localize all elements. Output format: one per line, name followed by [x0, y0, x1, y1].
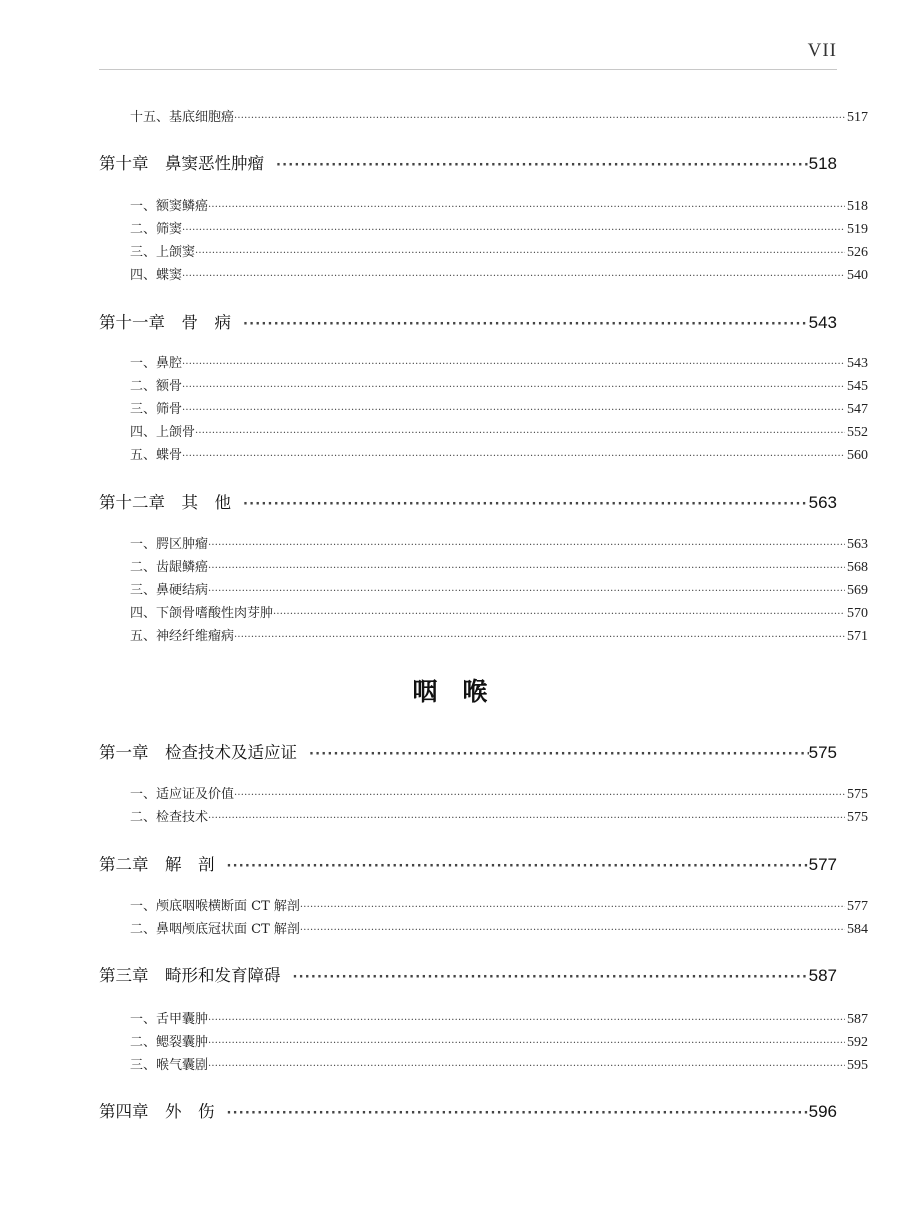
toc-section-entry [99, 375, 868, 395]
toc-section-entry [99, 895, 868, 915]
dot-leader [208, 1038, 845, 1049]
toc-entry-page: 595 [847, 1058, 868, 1073]
toc-section-entry [99, 352, 868, 372]
toc-entry-page: 568 [847, 560, 868, 575]
toc-entry-title: 第二章 解 剖 [99, 855, 215, 874]
dot-leader [243, 317, 809, 332]
toc-entry-page: 596 [808, 1102, 837, 1121]
toc-section-entry [99, 444, 868, 464]
dot-leader [300, 902, 845, 913]
dot-leader [227, 859, 809, 874]
dot-leader [208, 202, 845, 213]
toc-section-entry [99, 918, 868, 938]
toc-entry-title: 二、额骨 [130, 379, 183, 394]
toc-entry-title: 第十一章 骨 病 [99, 313, 231, 332]
toc-section-entry [99, 556, 868, 576]
toc-section-entry [99, 579, 868, 599]
dot-leader [182, 271, 845, 282]
toc-chapter-entry [99, 150, 837, 174]
toc-entry-page: 543 [808, 313, 837, 332]
toc-section-entry [99, 602, 868, 622]
toc-entry-page: 518 [808, 154, 837, 173]
dot-leader [227, 1106, 809, 1121]
toc-section-entry [99, 1008, 868, 1028]
toc-entry-title: 三、鼻硬结病 [130, 583, 209, 598]
toc-entry-title: 第十章 鼻窦恶性肿瘤 [99, 154, 264, 173]
toc-chapter-entry [99, 962, 837, 986]
toc-chapter-entry [99, 309, 837, 333]
dot-leader [208, 563, 845, 574]
dot-leader [208, 540, 845, 551]
dot-leader [208, 1015, 845, 1026]
toc-entry-page: 552 [847, 425, 868, 440]
toc-entry-page: 570 [847, 606, 868, 621]
toc-entry-page: 540 [847, 268, 868, 283]
dot-leader [276, 158, 809, 173]
toc-chapter-entry [99, 1098, 837, 1122]
toc-section-entry [99, 625, 868, 645]
dot-leader [195, 248, 845, 259]
toc-section-entry [99, 783, 868, 803]
toc-entry-title: 二、鼻咽颅底冠状面 CT 解剖 [130, 922, 300, 937]
dot-leader [208, 1061, 845, 1072]
toc-entry-title: 十五、基底细胞癌 [130, 110, 235, 125]
toc-entry-page: 560 [847, 448, 868, 463]
toc-entry-title: 三、筛骨 [130, 402, 183, 417]
dot-leader [182, 451, 845, 462]
toc-entry-title: 四、上颌骨 [130, 425, 196, 440]
toc-chapter-entry [99, 851, 837, 875]
toc-chapter-entry [99, 739, 837, 763]
dot-leader [293, 970, 809, 985]
toc-entry-title: 二、齿龈鳞癌 [130, 560, 209, 575]
toc-entry-page: 543 [847, 356, 868, 371]
toc-entry-title: 四、下颌骨嗜酸性肉芽肿 [130, 606, 274, 621]
toc-entry-title: 二、鳃裂囊肿 [130, 1035, 209, 1050]
toc-entry-page: 592 [847, 1035, 868, 1050]
toc-entry-page: 575 [847, 787, 868, 802]
toc-entry-page: 587 [847, 1012, 868, 1027]
dot-leader [208, 813, 845, 824]
toc-section-entry [99, 106, 868, 126]
toc-section-entry [99, 1031, 868, 1051]
toc-chapter-entry [99, 489, 837, 513]
toc-entry-page: 563 [808, 493, 837, 512]
toc-entry-title: 第三章 畸形和发育障碍 [99, 966, 281, 985]
toc-entry-page: 519 [847, 222, 868, 237]
toc-entry-page: 571 [847, 629, 868, 644]
toc-entry-page: 575 [808, 743, 837, 762]
toc-entry-title: 一、颅底咽喉横断面 CT 解剖 [130, 899, 300, 914]
toc-section-entry [99, 264, 868, 284]
section-title: 咽 喉 [412, 677, 488, 706]
toc-entry-title: 第十二章 其 他 [99, 493, 231, 512]
toc-entry-title: 第一章 检查技术及适应证 [99, 743, 297, 762]
toc-section-entry [99, 421, 868, 441]
toc-entry-title: 三、上颌窦 [130, 245, 196, 260]
page-number: VII [807, 40, 837, 61]
toc-entry-title: 二、检查技术 [130, 810, 209, 825]
toc-section-entry [99, 398, 868, 418]
toc-entry-page: 545 [847, 379, 868, 394]
toc-section-entry [99, 1054, 868, 1074]
toc-entry-page: 547 [847, 402, 868, 417]
toc-section-entry [99, 218, 868, 238]
toc-entry-title: 三、喉气囊剧 [130, 1058, 209, 1073]
dot-leader [234, 790, 845, 801]
dot-leader [182, 225, 845, 236]
toc-entry-title: 二、筛窦 [130, 222, 183, 237]
toc-entry-page: 587 [808, 966, 837, 985]
dot-leader [273, 609, 845, 620]
toc-section-entry [99, 806, 868, 826]
toc-entry-title: 一、舌甲囊肿 [130, 1012, 209, 1027]
toc-entry-title: 第四章 外 伤 [99, 1102, 215, 1121]
toc-entry-page: 526 [847, 245, 868, 260]
toc-entry-title: 一、适应证及价值 [130, 787, 235, 802]
toc-entry-title: 四、蝶窦 [130, 268, 183, 283]
dot-leader [309, 747, 809, 762]
toc-entry-page: 575 [847, 810, 868, 825]
toc-entry-title: 一、额窦鳞癌 [130, 199, 209, 214]
toc-section-entry [99, 195, 868, 215]
toc-entry-page: 569 [847, 583, 868, 598]
toc-entry-title: 五、神经纤维瘤病 [130, 629, 235, 644]
dot-leader [234, 113, 845, 124]
toc-entry-title: 一、鼻腔 [130, 356, 183, 371]
toc-entry-page: 584 [847, 922, 868, 937]
dot-leader [243, 497, 809, 512]
toc-entry-page: 563 [847, 537, 868, 552]
dot-leader [234, 632, 845, 643]
dot-leader [300, 925, 845, 936]
toc-entry-title: 五、蝶骨 [130, 448, 183, 463]
dot-leader [182, 359, 845, 370]
dot-leader [208, 586, 845, 597]
toc-section-entry [99, 533, 868, 553]
dot-leader [182, 405, 845, 416]
dot-leader [195, 428, 845, 439]
toc-entry-page: 517 [847, 110, 868, 125]
toc-entry-title: 一、腭区肿瘤 [130, 537, 209, 552]
toc-entry-page: 577 [808, 855, 837, 874]
toc-entry-page: 577 [847, 899, 868, 914]
toc-section-entry [99, 241, 868, 261]
dot-leader [182, 382, 845, 393]
header-rule [99, 69, 837, 70]
toc-entry-page: 518 [847, 199, 868, 214]
